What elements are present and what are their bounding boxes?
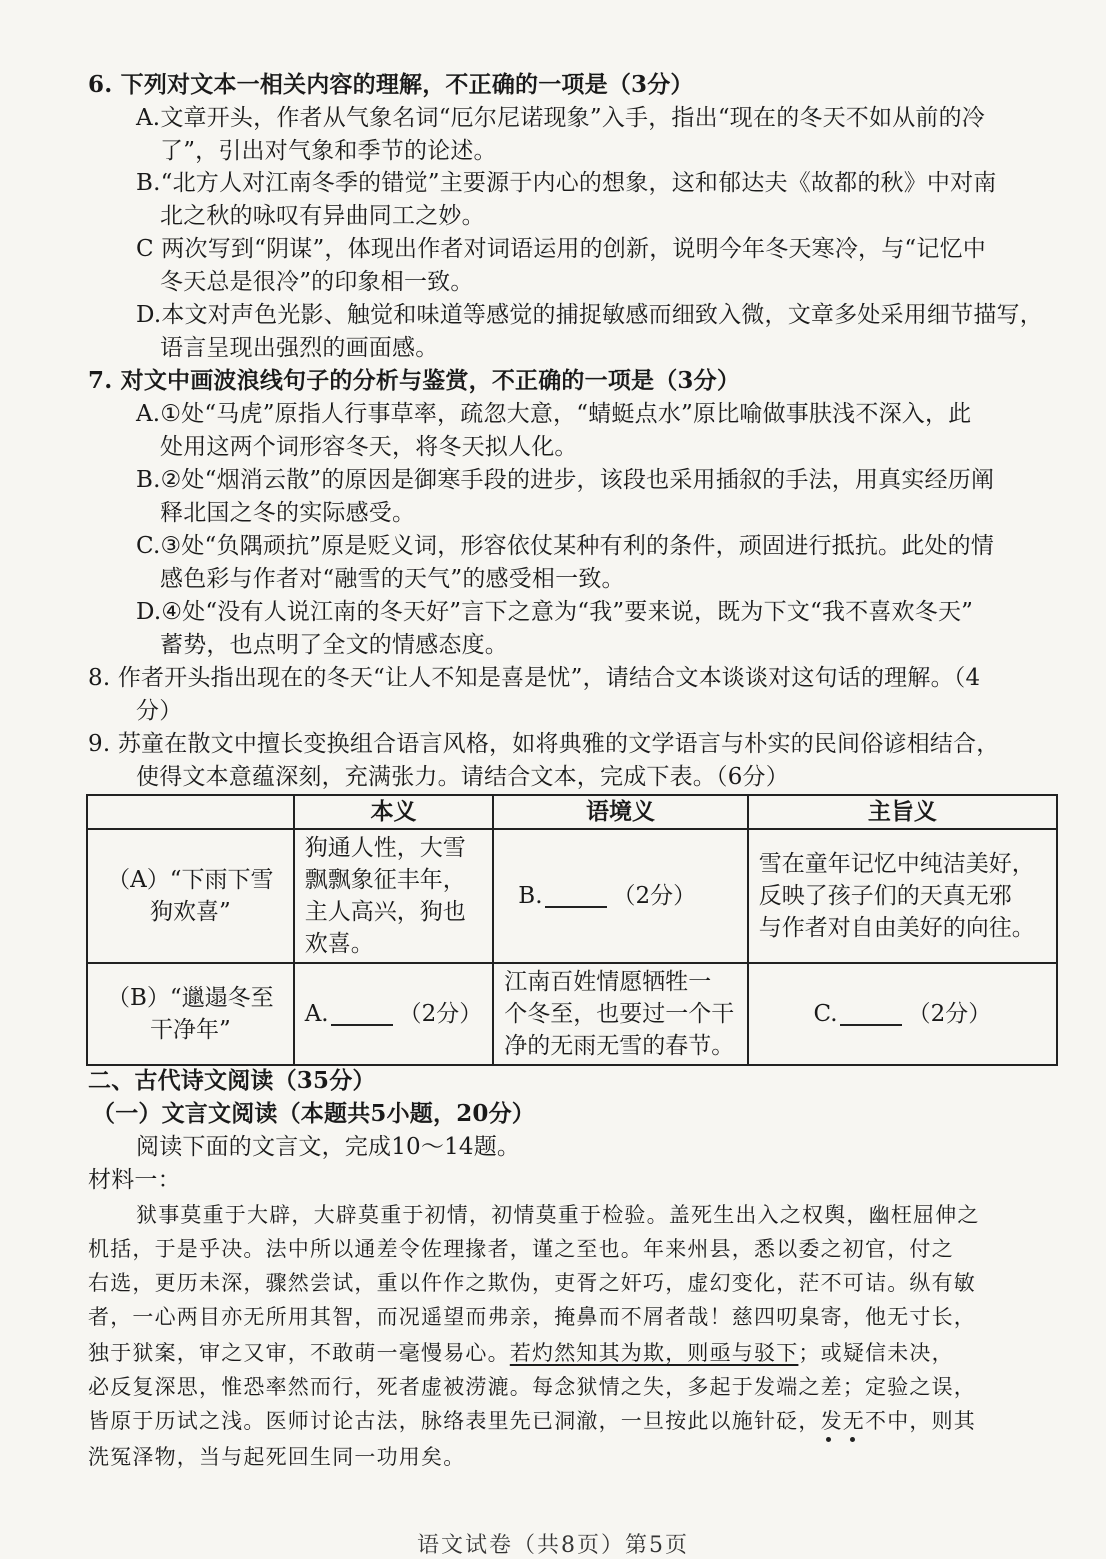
blank-c-score: （2分）: [907, 1001, 992, 1027]
table-header-theme: 主旨义: [748, 795, 1057, 829]
row-b-context-line3: 净的无雨无雪的春节。: [504, 1033, 735, 1059]
q7-option-d-line1: D.④处“没有人说江南的冬天好”言下之意为“我”要来说，既为下文“我不喜欢冬天”: [136, 599, 974, 625]
row-a-meaning-line4: 欢喜。: [304, 931, 374, 957]
row-b-label: [87, 963, 294, 1065]
row-a-label-line2: 狗欢喜”: [149, 899, 231, 925]
section2-subtitle: （一）文言文阅读（本题共5小题，20分）: [92, 1100, 536, 1127]
row-b-label-line1: （B）“邋遢冬至: [107, 985, 274, 1011]
table-row: [87, 829, 1057, 963]
passage-line8: 洗冤泽物，当与起死回生同一功用矣。: [88, 1445, 466, 1469]
table-header-blank: [87, 795, 294, 829]
table-row: [87, 963, 1057, 1065]
row-a-meaning-line1: 狗通人性，大雪: [304, 835, 466, 861]
material-one-label: 材料一：: [88, 1167, 181, 1193]
q8-line1: 8. 作者开头指出现在的冬天“让人不知是喜是忧”，请结合文本谈谈对这句话的理解。（4: [88, 665, 981, 691]
q7-stem: 7. 对文中画波浪线句子的分析与鉴赏，不正确的一项是（3分）: [88, 367, 741, 394]
emphasis-dot: [850, 1437, 855, 1442]
q6-option-d-line1: D.本文对声色光影、触觉和味道等感觉的捕捉敏感而细致入微，文章多处采用细节描写，: [136, 302, 1043, 328]
q6-option-a-line2: 了”，引出对气象和季节的论述。: [160, 138, 497, 164]
blank-b-score: （2分）: [612, 883, 697, 909]
passage-line5-start: 独于狱案，审之又审，不敢萌一毫慢易心。: [88, 1341, 510, 1365]
row-b-context-line1: 江南百姓情愿牺牲一: [504, 969, 712, 995]
blank-a-score: （2分）: [398, 1001, 483, 1027]
passage-line7: 皆原于历试之浅。医师讨论古法，脉络表里先已洞澈，一旦按此以施针砭，发无不中，则其: [88, 1409, 976, 1433]
q6-option-c-line1: C 两次写到“阴谋”，体现出作者对词语运用的创新，说明今年冬天寒冷，与“记忆中: [136, 236, 986, 262]
row-b-theme: [748, 963, 1057, 1065]
row-a-meaning: [294, 829, 494, 963]
table-header-meaning: 本义: [294, 795, 494, 829]
passage-underlined-sentence: 若灼然知其为欺，则亟与驳下: [509, 1341, 799, 1365]
q7-option-a-line2: 处用这两个词形容冬天，将冬天拟人化。: [160, 434, 578, 460]
q6-option-d-line2: 语言呈现出强烈的画面感。: [160, 335, 439, 361]
passage-line3: 右选，更历未深，骤然尝试，重以仵作之欺伪，吏胥之奸巧，虚幻变化，茫不可诘。纵有敏: [88, 1271, 976, 1295]
q6-stem: 6. 下列对文本一相关内容的理解，不正确的一项是（3分）: [88, 71, 694, 98]
passage-line6: 必反复深思，惟恐率然而行，死者虚被涝漉。每念狱情之失，多起于发端之差；定验之误，: [88, 1375, 976, 1399]
q7-option-c-line1: C.③处“负隅顽抗”原是贬义词，形容依仗某种有利的条件，顽固进行抵抗。此处的情: [136, 533, 995, 559]
blank-b-prefix: B.: [518, 883, 543, 909]
blank-a-prefix: A.: [304, 1001, 329, 1027]
q6-option-c-line2: 冬天总是很冷”的印象相一致。: [160, 269, 474, 295]
q7-option-a-line1: A.①处“马虎”原指人行事草率，疏忽大意，“蜻蜓点水”原比喻做事肤浅不深入，此: [136, 401, 972, 427]
row-b-context-line2: 个冬至，也要过一个干: [504, 1001, 735, 1027]
table-header-context: 语境义: [493, 795, 747, 829]
passage-line4: 者，一心两目亦无所用其智，而况遥望而弗亲，掩鼻而不屑者哉！慈四叨臬寄，他无寸长，: [88, 1305, 976, 1329]
row-b-context: [493, 963, 747, 1065]
passage-line2: 机括，于是乎决。法中所以通差令佐理掾者，谨之至也。年来州县，悉以委之初官，付之: [88, 1237, 954, 1261]
blank-c-prefix: C.: [813, 1001, 838, 1027]
q9-table: [86, 794, 1058, 1066]
q6-option-b-line1: B.“北方人对江南冬季的错觉”主要源于内心的想象，这和郁达夫《故都的秋》中对南: [136, 170, 997, 196]
passage-line5: [88, 1338, 954, 1368]
row-a-theme: [748, 829, 1057, 963]
row-a-theme-line1: 雪在童年记忆中纯洁美好，: [758, 851, 1035, 877]
q6-option-b-line2: 北之秋的咏叹有异曲同工之妙。: [160, 203, 485, 229]
row-a-label-line1: （A）“下雨下雪: [107, 867, 274, 893]
blank-c-answer-line[interactable]: [840, 1002, 902, 1026]
row-b-meaning: [294, 963, 494, 1065]
passage-line1: 狱事莫重于大辟，大辟莫重于初情，初情莫重于检验。盖死生出入之权舆，幽枉屈伸之: [136, 1203, 980, 1227]
row-b-label-line2: 干净年”: [149, 1017, 231, 1043]
q8-line2: 分）: [136, 698, 183, 724]
emphasis-dot: [826, 1437, 831, 1442]
page-footer: 语文试卷（共8页）第5页: [417, 1533, 689, 1558]
blank-a-answer-line[interactable]: [331, 1002, 393, 1026]
section2-instruction: 阅读下面的文言文，完成10～14题。: [136, 1134, 521, 1160]
q7-option-b-line1: B.②处“烟消云散”的原因是御寒手段的进步，该段也采用插叙的手法，用真实经历阐: [136, 467, 995, 493]
q6-option-a-line1: A.文章开头，作者从气象名词“厄尔尼诺现象”入手，指出“现在的冬天不如从前的冷: [136, 105, 985, 131]
q7-option-d-line2: 蓄势，也点明了全文的情感态度。: [160, 632, 508, 658]
blank-b-answer-line[interactable]: [545, 884, 607, 908]
table-header-row: [87, 795, 1057, 829]
section2-title: 二、古代诗文阅读（35分）: [88, 1067, 376, 1094]
row-a-meaning-line3: 主人高兴，狗也: [304, 899, 466, 925]
q9-line1: 9. 苏童在散文中擅长变换组合语言风格，如将典雅的文学语言与朴实的民间俗谚相结合，: [88, 731, 1000, 757]
q7-option-c-line2: 感色彩与作者对“融雪的天气”的感受相一致。: [160, 566, 625, 592]
row-a-context: [493, 829, 747, 963]
row-a-label: [87, 829, 294, 963]
passage-line5-end: ；或疑信未决，: [798, 1341, 954, 1365]
q7-option-b-line2: 释北国之冬的实际感受。: [160, 500, 416, 526]
row-a-theme-line3: 与作者对自由美好的向往。: [758, 915, 1035, 941]
row-a-meaning-line2: 飘飘象征丰年，: [304, 867, 466, 893]
row-a-theme-line2: 反映了孩子们的天真无邪: [758, 883, 1012, 909]
q9-line2: 使得文本意蕴深刻，充满张力。请结合文本，完成下表。（6分）: [136, 764, 789, 790]
